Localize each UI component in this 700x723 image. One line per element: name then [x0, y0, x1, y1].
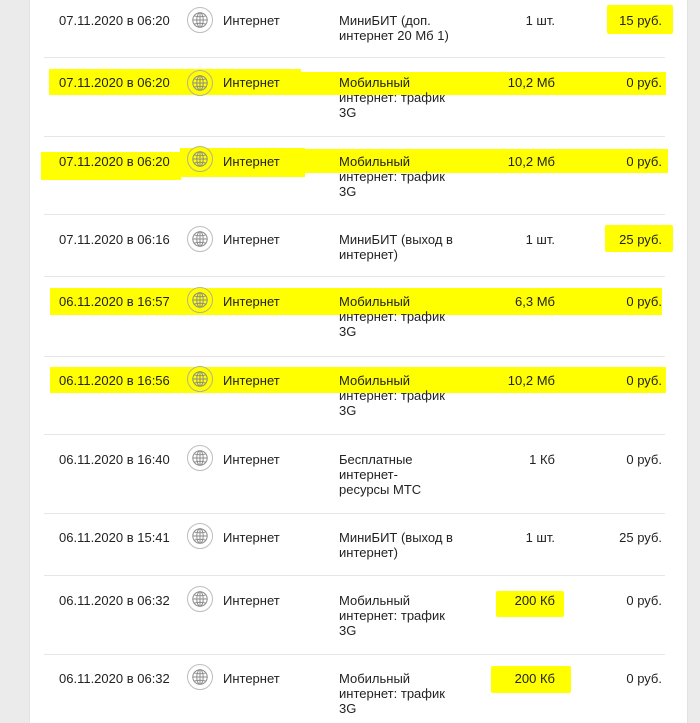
- row-type: Интернет: [223, 154, 280, 169]
- row-quantity: 1 шт.: [525, 13, 555, 28]
- globe-icon: [187, 226, 213, 252]
- row-type: Интернет: [223, 232, 280, 247]
- row-price: 0 руб.: [626, 294, 662, 309]
- row-service: Бесплатные интернет-ресурсы МТС: [339, 452, 422, 497]
- row-service: Мобильный интернет: трафик 3G: [339, 593, 445, 638]
- row-price: 0 руб.: [626, 671, 662, 686]
- row-date: 06.11.2020 в 16:57: [59, 294, 170, 309]
- table-row: [30, 137, 687, 215]
- table-row: [30, 58, 687, 137]
- row-date: 06.11.2020 в 16:40: [59, 452, 170, 467]
- row-quantity: 1 шт.: [525, 530, 555, 545]
- globe-icon: [187, 523, 213, 549]
- row-service: Мобильный интернет: трафик 3G: [339, 294, 445, 339]
- row-date: 07.11.2020 в 06:20: [59, 13, 170, 28]
- row-type: Интернет: [223, 75, 280, 90]
- row-service: МиниБИТ (выход в интернет): [339, 232, 453, 262]
- table-row: [30, 357, 687, 435]
- globe-icon: [187, 664, 213, 690]
- globe-icon: [187, 586, 213, 612]
- row-type: Интернет: [223, 593, 280, 608]
- row-type: Интернет: [223, 671, 280, 686]
- row-price: 0 руб.: [626, 75, 662, 90]
- row-service: МиниБИТ (доп. интернет 20 Мб 1): [339, 13, 449, 43]
- table-row: [30, 215, 687, 277]
- table-row: [30, 0, 687, 58]
- row-date: 06.11.2020 в 15:41: [59, 530, 170, 545]
- row-date: 06.11.2020 в 16:56: [59, 373, 170, 388]
- row-quantity: 200 Кб: [514, 671, 555, 686]
- row-type: Интернет: [223, 530, 280, 545]
- globe-icon: [187, 7, 213, 33]
- usage-detail-table: [29, 0, 688, 723]
- globe-icon: [187, 287, 213, 313]
- row-date: 07.11.2020 в 06:20: [59, 75, 170, 90]
- row-price: 25 руб.: [619, 530, 662, 545]
- row-type: Интернет: [223, 373, 280, 388]
- row-quantity: 1 Кб: [529, 452, 555, 467]
- row-service: Мобильный интернет: трафик 3G: [339, 75, 445, 120]
- row-service: МиниБИТ (выход в интернет): [339, 530, 453, 560]
- table-row: [30, 277, 687, 357]
- table-row: [30, 576, 687, 655]
- table-row: [30, 655, 687, 723]
- row-quantity: 10,2 Мб: [507, 154, 555, 169]
- row-price: 15 руб.: [619, 13, 662, 28]
- row-price: 25 руб.: [619, 232, 662, 247]
- row-quantity: 200 Кб: [514, 593, 555, 608]
- row-price: 0 руб.: [626, 593, 662, 608]
- row-quantity: 6,3 Мб: [515, 294, 555, 309]
- row-service: Мобильный интернет: трафик 3G: [339, 671, 445, 716]
- row-quantity: 10,2 Мб: [507, 75, 555, 90]
- row-price: 0 руб.: [626, 154, 662, 169]
- row-service: Мобильный интернет: трафик 3G: [339, 373, 445, 418]
- table-row: [30, 514, 687, 576]
- row-date: 06.11.2020 в 06:32: [59, 593, 170, 608]
- row-type: Интернет: [223, 294, 280, 309]
- row-date: 07.11.2020 в 06:16: [59, 232, 170, 247]
- row-date: 06.11.2020 в 06:32: [59, 671, 170, 686]
- table-row: [30, 435, 687, 514]
- row-quantity: 1 шт.: [525, 232, 555, 247]
- row-type: Интернет: [223, 452, 280, 467]
- globe-icon: [187, 146, 213, 172]
- globe-icon: [187, 366, 213, 392]
- globe-icon: [187, 70, 213, 96]
- row-date: 07.11.2020 в 06:20: [59, 154, 170, 169]
- row-type: Интернет: [223, 13, 280, 28]
- row-price: 0 руб.: [626, 373, 662, 388]
- row-price: 0 руб.: [626, 452, 662, 467]
- row-quantity: 10,2 Мб: [507, 373, 555, 388]
- globe-icon: [187, 445, 213, 471]
- row-service: Мобильный интернет: трафик 3G: [339, 154, 445, 199]
